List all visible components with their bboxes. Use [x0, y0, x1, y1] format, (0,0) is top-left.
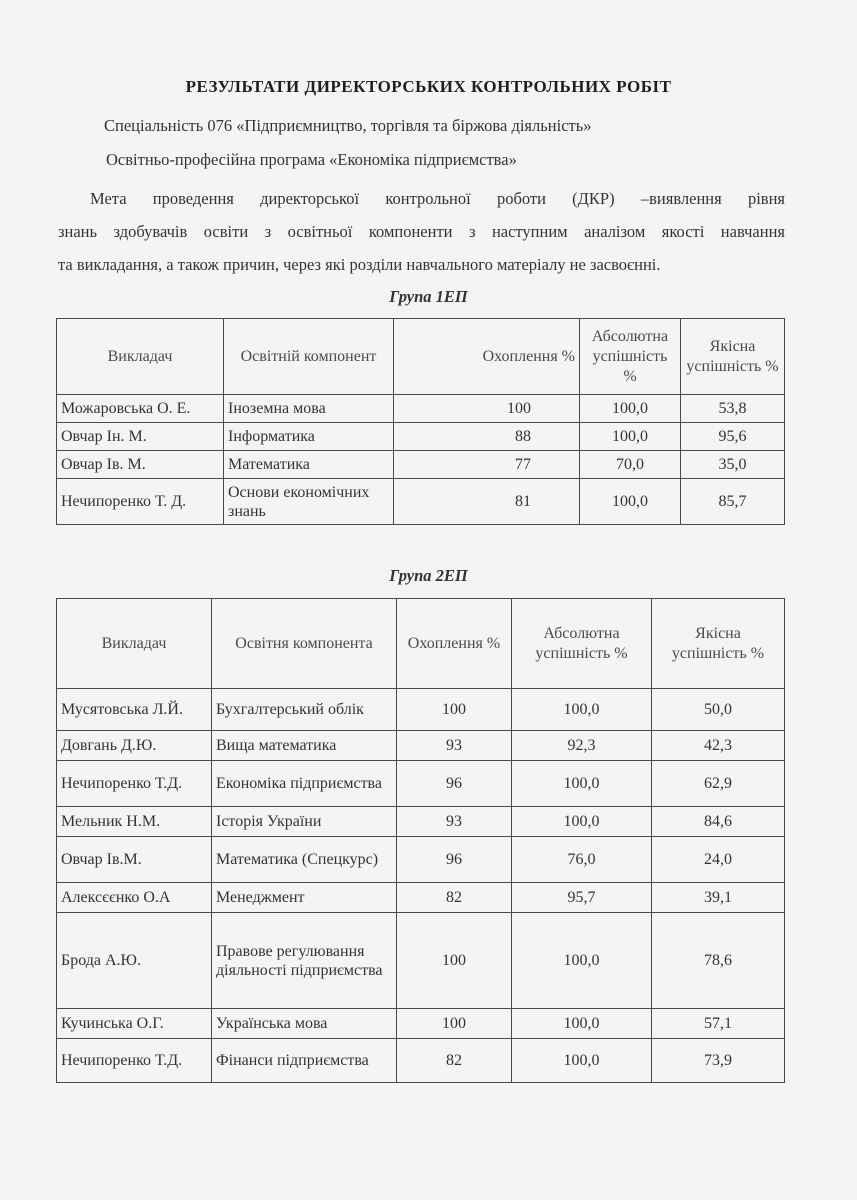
- coverage-cell: 100: [397, 913, 512, 1009]
- table-header-row: [57, 319, 785, 395]
- purpose-line-3: та викладання, а також причин, через які розділи навчального матеріалу не засвоєнні.: [58, 255, 661, 274]
- teacher-cell: Овчар Ін. М.: [57, 423, 224, 451]
- absolute-cell: 100,0: [580, 479, 681, 525]
- header-quality: Якісна успішність %: [652, 599, 785, 689]
- table-row: [57, 807, 785, 837]
- component-cell: Фінанси підприємства: [212, 1039, 397, 1083]
- quality-cell: 50,0: [652, 689, 785, 731]
- teacher-cell: Нечипоренко Т.Д.: [57, 761, 212, 807]
- quality-cell: 42,3: [652, 731, 785, 761]
- group1-title: Група 1ЕП: [389, 287, 468, 306]
- table-row: [57, 731, 785, 761]
- component-cell: Українська мова: [212, 1009, 397, 1039]
- table-row: [57, 1039, 785, 1083]
- header-quality: Якісна успішність %: [681, 319, 785, 395]
- quality-cell: 35,0: [681, 451, 785, 479]
- component-cell: Математика (Спецкурс): [212, 837, 397, 883]
- purpose-line-2: знань здобувачів освіти з освітньої компоненти з наступним аналізом якості навчання: [58, 222, 785, 241]
- component-cell: Вища математика: [212, 731, 397, 761]
- quality-cell: 39,1: [652, 883, 785, 913]
- quality-cell: 95,6: [681, 423, 785, 451]
- absolute-cell: 100,0: [512, 689, 652, 731]
- header-component: Освітній компонент: [224, 319, 394, 395]
- teacher-cell: Овчар Ів. М.: [57, 451, 224, 479]
- teacher-cell: Нечипоренко Т.Д.: [57, 1039, 212, 1083]
- component-cell: Інформатика: [224, 423, 394, 451]
- group2-title: Група 2ЕП: [389, 566, 468, 585]
- coverage-cell: 96: [397, 761, 512, 807]
- header-absolute: Абсолютна успішність %: [580, 319, 681, 395]
- quality-cell: 57,1: [652, 1009, 785, 1039]
- quality-cell: 78,6: [652, 913, 785, 1009]
- teacher-cell: Брода А.Ю.: [57, 913, 212, 1009]
- quality-cell: 85,7: [681, 479, 785, 525]
- table-row: [57, 761, 785, 807]
- absolute-cell: 100,0: [512, 1039, 652, 1083]
- teacher-cell: Кучинська О.Г.: [57, 1009, 212, 1039]
- coverage-cell: 81: [394, 479, 580, 525]
- table-row: [57, 689, 785, 731]
- component-cell: Правове регулювання діяльності підприємства: [212, 913, 397, 1009]
- coverage-cell: 82: [397, 883, 512, 913]
- component-cell: Іноземна мова: [224, 395, 394, 423]
- teacher-cell: Нечипоренко Т. Д.: [57, 479, 224, 525]
- component-cell: Бухгалтерський облік: [212, 689, 397, 731]
- coverage-cell: 100: [394, 395, 580, 423]
- quality-cell: 62,9: [652, 761, 785, 807]
- absolute-cell: 100,0: [512, 761, 652, 807]
- absolute-cell: 76,0: [512, 837, 652, 883]
- table-row: [57, 423, 785, 451]
- absolute-cell: 70,0: [580, 451, 681, 479]
- teacher-cell: Мусятовська Л.Й.: [57, 689, 212, 731]
- coverage-cell: 100: [397, 689, 512, 731]
- header-coverage: Охоплення %: [394, 319, 580, 395]
- component-cell: Основи економічних знань: [224, 479, 394, 525]
- table-row: [57, 1009, 785, 1039]
- quality-cell: 84,6: [652, 807, 785, 837]
- table-row: [57, 837, 785, 883]
- coverage-cell: 93: [397, 731, 512, 761]
- quality-cell: 53,8: [681, 395, 785, 423]
- teacher-cell: Можаровська О. Е.: [57, 395, 224, 423]
- teacher-cell: Алексєєнко О.А: [57, 883, 212, 913]
- coverage-cell: 82: [397, 1039, 512, 1083]
- table-header-row: [57, 599, 785, 689]
- group1-table: [56, 318, 785, 525]
- absolute-cell: 100,0: [512, 1009, 652, 1039]
- component-cell: Економіка підприємства: [212, 761, 397, 807]
- teacher-cell: Довгань Д.Ю.: [57, 731, 212, 761]
- specialty-line: Спеціальність 076 «Підприємництво, торгівля та біржова діяльність»: [104, 116, 592, 135]
- quality-cell: 24,0: [652, 837, 785, 883]
- absolute-cell: 95,7: [512, 883, 652, 913]
- quality-cell: 73,9: [652, 1039, 785, 1083]
- component-cell: Математика: [224, 451, 394, 479]
- purpose-paragraph: [58, 182, 785, 281]
- absolute-cell: 100,0: [580, 395, 681, 423]
- absolute-cell: 92,3: [512, 731, 652, 761]
- table-row: [57, 395, 785, 423]
- table-row: [57, 451, 785, 479]
- coverage-cell: 77: [394, 451, 580, 479]
- coverage-cell: 100: [397, 1009, 512, 1039]
- group2-table: [56, 598, 785, 1083]
- table-row: [57, 913, 785, 1009]
- component-cell: Історія України: [212, 807, 397, 837]
- coverage-cell: 93: [397, 807, 512, 837]
- teacher-cell: Мельник Н.М.: [57, 807, 212, 837]
- header-teacher: Викладач: [57, 319, 224, 395]
- component-cell: Менеджмент: [212, 883, 397, 913]
- teacher-cell: Овчар Ів.М.: [57, 837, 212, 883]
- coverage-cell: 96: [397, 837, 512, 883]
- header-coverage: Охоплення %: [397, 599, 512, 689]
- absolute-cell: 100,0: [512, 913, 652, 1009]
- header-component: Освітня компонента: [212, 599, 397, 689]
- purpose-line-1: Мета проведення директорської контрольної роботи (ДКР) –виявлення рівня: [90, 189, 785, 208]
- coverage-cell: 88: [394, 423, 580, 451]
- absolute-cell: 100,0: [580, 423, 681, 451]
- table-row: [57, 883, 785, 913]
- header-absolute: Абсолютна успішність %: [512, 599, 652, 689]
- table-row: [57, 479, 785, 525]
- absolute-cell: 100,0: [512, 807, 652, 837]
- header-teacher: Викладач: [57, 599, 212, 689]
- document-title: РЕЗУЛЬТАТИ ДИРЕКТОРСЬКИХ КОНТРОЛЬНИХ РОБІТ: [185, 77, 672, 96]
- program-line: Освітньо-професійна програма «Економіка підприємства»: [106, 150, 517, 169]
